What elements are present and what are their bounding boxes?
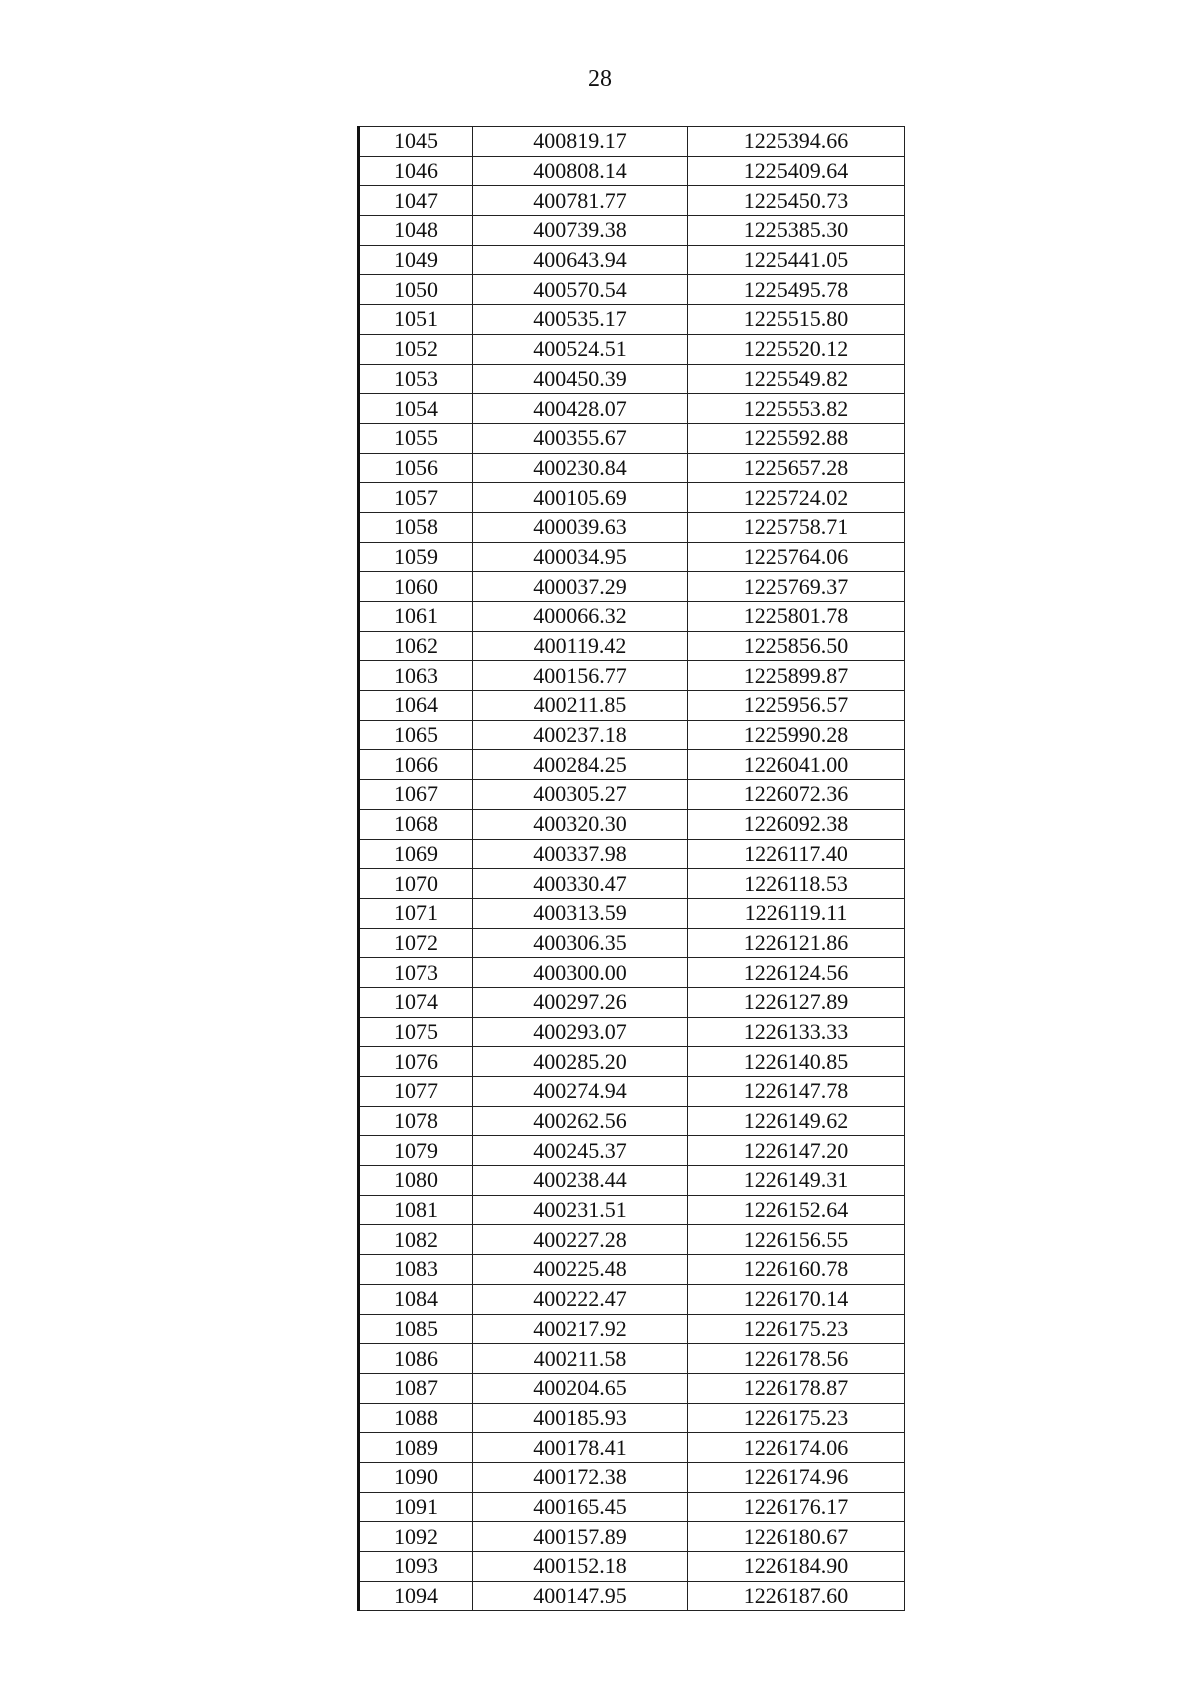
table-row bbox=[359, 1522, 905, 1552]
point-number-cell: 1074 bbox=[359, 987, 473, 1017]
y-coordinate-cell: 1226041.00 bbox=[688, 750, 905, 780]
table-row bbox=[359, 453, 905, 483]
point-number-cell: 1049 bbox=[359, 245, 473, 275]
point-number-cell: 1067 bbox=[359, 780, 473, 810]
table-row bbox=[359, 364, 905, 394]
x-coordinate-cell: 400227.28 bbox=[473, 1225, 688, 1255]
x-coordinate-cell: 400105.69 bbox=[473, 483, 688, 513]
y-coordinate-cell: 1226152.64 bbox=[688, 1195, 905, 1225]
point-number-cell: 1062 bbox=[359, 631, 473, 661]
point-number-cell: 1059 bbox=[359, 542, 473, 572]
y-coordinate-cell: 1225758.71 bbox=[688, 512, 905, 542]
y-coordinate-cell: 1225899.87 bbox=[688, 661, 905, 691]
x-coordinate-cell: 400147.95 bbox=[473, 1581, 688, 1611]
coordinates-table-body bbox=[359, 127, 905, 1611]
table-row bbox=[359, 1195, 905, 1225]
y-coordinate-cell: 1225657.28 bbox=[688, 453, 905, 483]
point-number-cell: 1089 bbox=[359, 1433, 473, 1463]
table-row bbox=[359, 127, 905, 157]
x-coordinate-cell: 400355.67 bbox=[473, 423, 688, 453]
x-coordinate-cell: 400570.54 bbox=[473, 275, 688, 305]
table-row bbox=[359, 156, 905, 186]
x-coordinate-cell: 400306.35 bbox=[473, 928, 688, 958]
table-row bbox=[359, 245, 905, 275]
x-coordinate-cell: 400178.41 bbox=[473, 1433, 688, 1463]
y-coordinate-cell: 1225724.02 bbox=[688, 483, 905, 513]
x-coordinate-cell: 400185.93 bbox=[473, 1403, 688, 1433]
table-row bbox=[359, 631, 905, 661]
point-number-cell: 1072 bbox=[359, 928, 473, 958]
y-coordinate-cell: 1225553.82 bbox=[688, 394, 905, 424]
y-coordinate-cell: 1225520.12 bbox=[688, 334, 905, 364]
y-coordinate-cell: 1225764.06 bbox=[688, 542, 905, 572]
x-coordinate-cell: 400320.30 bbox=[473, 809, 688, 839]
y-coordinate-cell: 1225549.82 bbox=[688, 364, 905, 394]
point-number-cell: 1063 bbox=[359, 661, 473, 691]
table-row bbox=[359, 1255, 905, 1285]
point-number-cell: 1065 bbox=[359, 720, 473, 750]
table-row bbox=[359, 1017, 905, 1047]
table-row bbox=[359, 1136, 905, 1166]
x-coordinate-cell: 400450.39 bbox=[473, 364, 688, 394]
table-row bbox=[359, 542, 905, 572]
table-row bbox=[359, 1344, 905, 1374]
x-coordinate-cell: 400152.18 bbox=[473, 1552, 688, 1582]
y-coordinate-cell: 1225801.78 bbox=[688, 602, 905, 632]
x-coordinate-cell: 400297.26 bbox=[473, 987, 688, 1017]
x-coordinate-cell: 400211.85 bbox=[473, 691, 688, 721]
point-number-cell: 1084 bbox=[359, 1284, 473, 1314]
y-coordinate-cell: 1226156.55 bbox=[688, 1225, 905, 1255]
point-number-cell: 1050 bbox=[359, 275, 473, 305]
table-row bbox=[359, 1225, 905, 1255]
y-coordinate-cell: 1226140.85 bbox=[688, 1047, 905, 1077]
point-number-cell: 1085 bbox=[359, 1314, 473, 1344]
point-number-cell: 1058 bbox=[359, 512, 473, 542]
x-coordinate-cell: 400157.89 bbox=[473, 1522, 688, 1552]
x-coordinate-cell: 400165.45 bbox=[473, 1492, 688, 1522]
page-number: 28 bbox=[588, 66, 612, 92]
x-coordinate-cell: 400237.18 bbox=[473, 720, 688, 750]
point-number-cell: 1092 bbox=[359, 1522, 473, 1552]
table-row bbox=[359, 1077, 905, 1107]
y-coordinate-cell: 1226118.53 bbox=[688, 869, 905, 899]
x-coordinate-cell: 400781.77 bbox=[473, 186, 688, 216]
x-coordinate-cell: 400119.42 bbox=[473, 631, 688, 661]
x-coordinate-cell: 400245.37 bbox=[473, 1136, 688, 1166]
y-coordinate-cell: 1225441.05 bbox=[688, 245, 905, 275]
point-number-cell: 1066 bbox=[359, 750, 473, 780]
table-row bbox=[359, 1433, 905, 1463]
point-number-cell: 1055 bbox=[359, 423, 473, 453]
point-number-cell: 1083 bbox=[359, 1255, 473, 1285]
y-coordinate-cell: 1226121.86 bbox=[688, 928, 905, 958]
y-coordinate-cell: 1226170.14 bbox=[688, 1284, 905, 1314]
point-number-cell: 1069 bbox=[359, 839, 473, 869]
point-number-cell: 1075 bbox=[359, 1017, 473, 1047]
x-coordinate-cell: 400739.38 bbox=[473, 216, 688, 246]
y-coordinate-cell: 1226175.23 bbox=[688, 1403, 905, 1433]
x-coordinate-cell: 400274.94 bbox=[473, 1077, 688, 1107]
table-row bbox=[359, 1462, 905, 1492]
point-number-cell: 1090 bbox=[359, 1462, 473, 1492]
x-coordinate-cell: 400039.63 bbox=[473, 512, 688, 542]
table-row bbox=[359, 661, 905, 691]
x-coordinate-cell: 400643.94 bbox=[473, 245, 688, 275]
table-row bbox=[359, 275, 905, 305]
x-coordinate-cell: 400204.65 bbox=[473, 1373, 688, 1403]
x-coordinate-cell: 400293.07 bbox=[473, 1017, 688, 1047]
x-coordinate-cell: 400284.25 bbox=[473, 750, 688, 780]
x-coordinate-cell: 400808.14 bbox=[473, 156, 688, 186]
x-coordinate-cell: 400262.56 bbox=[473, 1106, 688, 1136]
x-coordinate-cell: 400300.00 bbox=[473, 958, 688, 988]
x-coordinate-cell: 400217.92 bbox=[473, 1314, 688, 1344]
point-number-cell: 1048 bbox=[359, 216, 473, 246]
coordinates-table bbox=[357, 126, 905, 1611]
x-coordinate-cell: 400222.47 bbox=[473, 1284, 688, 1314]
y-coordinate-cell: 1225990.28 bbox=[688, 720, 905, 750]
table-row bbox=[359, 1284, 905, 1314]
table-row bbox=[359, 1581, 905, 1611]
y-coordinate-cell: 1226174.06 bbox=[688, 1433, 905, 1463]
point-number-cell: 1088 bbox=[359, 1403, 473, 1433]
point-number-cell: 1086 bbox=[359, 1344, 473, 1374]
y-coordinate-cell: 1225394.66 bbox=[688, 127, 905, 157]
y-coordinate-cell: 1225450.73 bbox=[688, 186, 905, 216]
point-number-cell: 1094 bbox=[359, 1581, 473, 1611]
y-coordinate-cell: 1226176.17 bbox=[688, 1492, 905, 1522]
table-row bbox=[359, 1166, 905, 1196]
y-coordinate-cell: 1225409.64 bbox=[688, 156, 905, 186]
point-number-cell: 1068 bbox=[359, 809, 473, 839]
x-coordinate-cell: 400238.44 bbox=[473, 1166, 688, 1196]
table-row bbox=[359, 423, 905, 453]
table-row bbox=[359, 1552, 905, 1582]
y-coordinate-cell: 1226127.89 bbox=[688, 987, 905, 1017]
x-coordinate-cell: 400428.07 bbox=[473, 394, 688, 424]
y-coordinate-cell: 1226149.62 bbox=[688, 1106, 905, 1136]
y-coordinate-cell: 1226160.78 bbox=[688, 1255, 905, 1285]
y-coordinate-cell: 1226180.67 bbox=[688, 1522, 905, 1552]
point-number-cell: 1091 bbox=[359, 1492, 473, 1522]
y-coordinate-cell: 1225769.37 bbox=[688, 572, 905, 602]
point-number-cell: 1071 bbox=[359, 898, 473, 928]
y-coordinate-cell: 1226124.56 bbox=[688, 958, 905, 988]
x-coordinate-cell: 400231.51 bbox=[473, 1195, 688, 1225]
y-coordinate-cell: 1226178.56 bbox=[688, 1344, 905, 1374]
y-coordinate-cell: 1225956.57 bbox=[688, 691, 905, 721]
table-row bbox=[359, 987, 905, 1017]
point-number-cell: 1076 bbox=[359, 1047, 473, 1077]
x-coordinate-cell: 400211.58 bbox=[473, 1344, 688, 1374]
x-coordinate-cell: 400037.29 bbox=[473, 572, 688, 602]
table-row bbox=[359, 1373, 905, 1403]
y-coordinate-cell: 1226149.31 bbox=[688, 1166, 905, 1196]
table-row bbox=[359, 572, 905, 602]
point-number-cell: 1073 bbox=[359, 958, 473, 988]
point-number-cell: 1081 bbox=[359, 1195, 473, 1225]
y-coordinate-cell: 1225515.80 bbox=[688, 305, 905, 335]
point-number-cell: 1079 bbox=[359, 1136, 473, 1166]
point-number-cell: 1082 bbox=[359, 1225, 473, 1255]
y-coordinate-cell: 1226119.11 bbox=[688, 898, 905, 928]
table-row bbox=[359, 809, 905, 839]
x-coordinate-cell: 400819.17 bbox=[473, 127, 688, 157]
x-coordinate-cell: 400337.98 bbox=[473, 839, 688, 869]
table-row bbox=[359, 394, 905, 424]
y-coordinate-cell: 1225385.30 bbox=[688, 216, 905, 246]
point-number-cell: 1077 bbox=[359, 1077, 473, 1107]
y-coordinate-cell: 1226072.36 bbox=[688, 780, 905, 810]
y-coordinate-cell: 1225856.50 bbox=[688, 631, 905, 661]
y-coordinate-cell: 1226147.78 bbox=[688, 1077, 905, 1107]
y-coordinate-cell: 1226147.20 bbox=[688, 1136, 905, 1166]
x-coordinate-cell: 400156.77 bbox=[473, 661, 688, 691]
point-number-cell: 1070 bbox=[359, 869, 473, 899]
y-coordinate-cell: 1226133.33 bbox=[688, 1017, 905, 1047]
y-coordinate-cell: 1226092.38 bbox=[688, 809, 905, 839]
table-row bbox=[359, 483, 905, 513]
x-coordinate-cell: 400034.95 bbox=[473, 542, 688, 572]
point-number-cell: 1046 bbox=[359, 156, 473, 186]
y-coordinate-cell: 1225592.88 bbox=[688, 423, 905, 453]
point-number-cell: 1060 bbox=[359, 572, 473, 602]
table-row bbox=[359, 186, 905, 216]
table-row bbox=[359, 1106, 905, 1136]
table-row bbox=[359, 898, 905, 928]
table-row bbox=[359, 1314, 905, 1344]
table-row bbox=[359, 216, 905, 246]
table-row bbox=[359, 334, 905, 364]
x-coordinate-cell: 400524.51 bbox=[473, 334, 688, 364]
table-row bbox=[359, 839, 905, 869]
point-number-cell: 1087 bbox=[359, 1373, 473, 1403]
table-row bbox=[359, 512, 905, 542]
table-row bbox=[359, 602, 905, 632]
point-number-cell: 1047 bbox=[359, 186, 473, 216]
table-row bbox=[359, 750, 905, 780]
point-number-cell: 1057 bbox=[359, 483, 473, 513]
point-number-cell: 1053 bbox=[359, 364, 473, 394]
point-number-cell: 1080 bbox=[359, 1166, 473, 1196]
y-coordinate-cell: 1226175.23 bbox=[688, 1314, 905, 1344]
y-coordinate-cell: 1226117.40 bbox=[688, 839, 905, 869]
y-coordinate-cell: 1226187.60 bbox=[688, 1581, 905, 1611]
table-row bbox=[359, 691, 905, 721]
table-row bbox=[359, 928, 905, 958]
point-number-cell: 1093 bbox=[359, 1552, 473, 1582]
point-number-cell: 1054 bbox=[359, 394, 473, 424]
table-row bbox=[359, 1047, 905, 1077]
table-row bbox=[359, 1492, 905, 1522]
y-coordinate-cell: 1226174.96 bbox=[688, 1462, 905, 1492]
x-coordinate-cell: 400305.27 bbox=[473, 780, 688, 810]
table-row bbox=[359, 720, 905, 750]
point-number-cell: 1064 bbox=[359, 691, 473, 721]
x-coordinate-cell: 400066.32 bbox=[473, 602, 688, 632]
x-coordinate-cell: 400230.84 bbox=[473, 453, 688, 483]
table-row bbox=[359, 305, 905, 335]
x-coordinate-cell: 400313.59 bbox=[473, 898, 688, 928]
x-coordinate-cell: 400285.20 bbox=[473, 1047, 688, 1077]
point-number-cell: 1051 bbox=[359, 305, 473, 335]
y-coordinate-cell: 1225495.78 bbox=[688, 275, 905, 305]
table-row bbox=[359, 780, 905, 810]
point-number-cell: 1061 bbox=[359, 602, 473, 632]
x-coordinate-cell: 400172.38 bbox=[473, 1462, 688, 1492]
x-coordinate-cell: 400225.48 bbox=[473, 1255, 688, 1285]
y-coordinate-cell: 1226178.87 bbox=[688, 1373, 905, 1403]
point-number-cell: 1078 bbox=[359, 1106, 473, 1136]
table-row bbox=[359, 869, 905, 899]
table-row bbox=[359, 958, 905, 988]
point-number-cell: 1056 bbox=[359, 453, 473, 483]
point-number-cell: 1052 bbox=[359, 334, 473, 364]
x-coordinate-cell: 400330.47 bbox=[473, 869, 688, 899]
point-number-cell: 1045 bbox=[359, 127, 473, 157]
table-row bbox=[359, 1403, 905, 1433]
x-coordinate-cell: 400535.17 bbox=[473, 305, 688, 335]
y-coordinate-cell: 1226184.90 bbox=[688, 1552, 905, 1582]
